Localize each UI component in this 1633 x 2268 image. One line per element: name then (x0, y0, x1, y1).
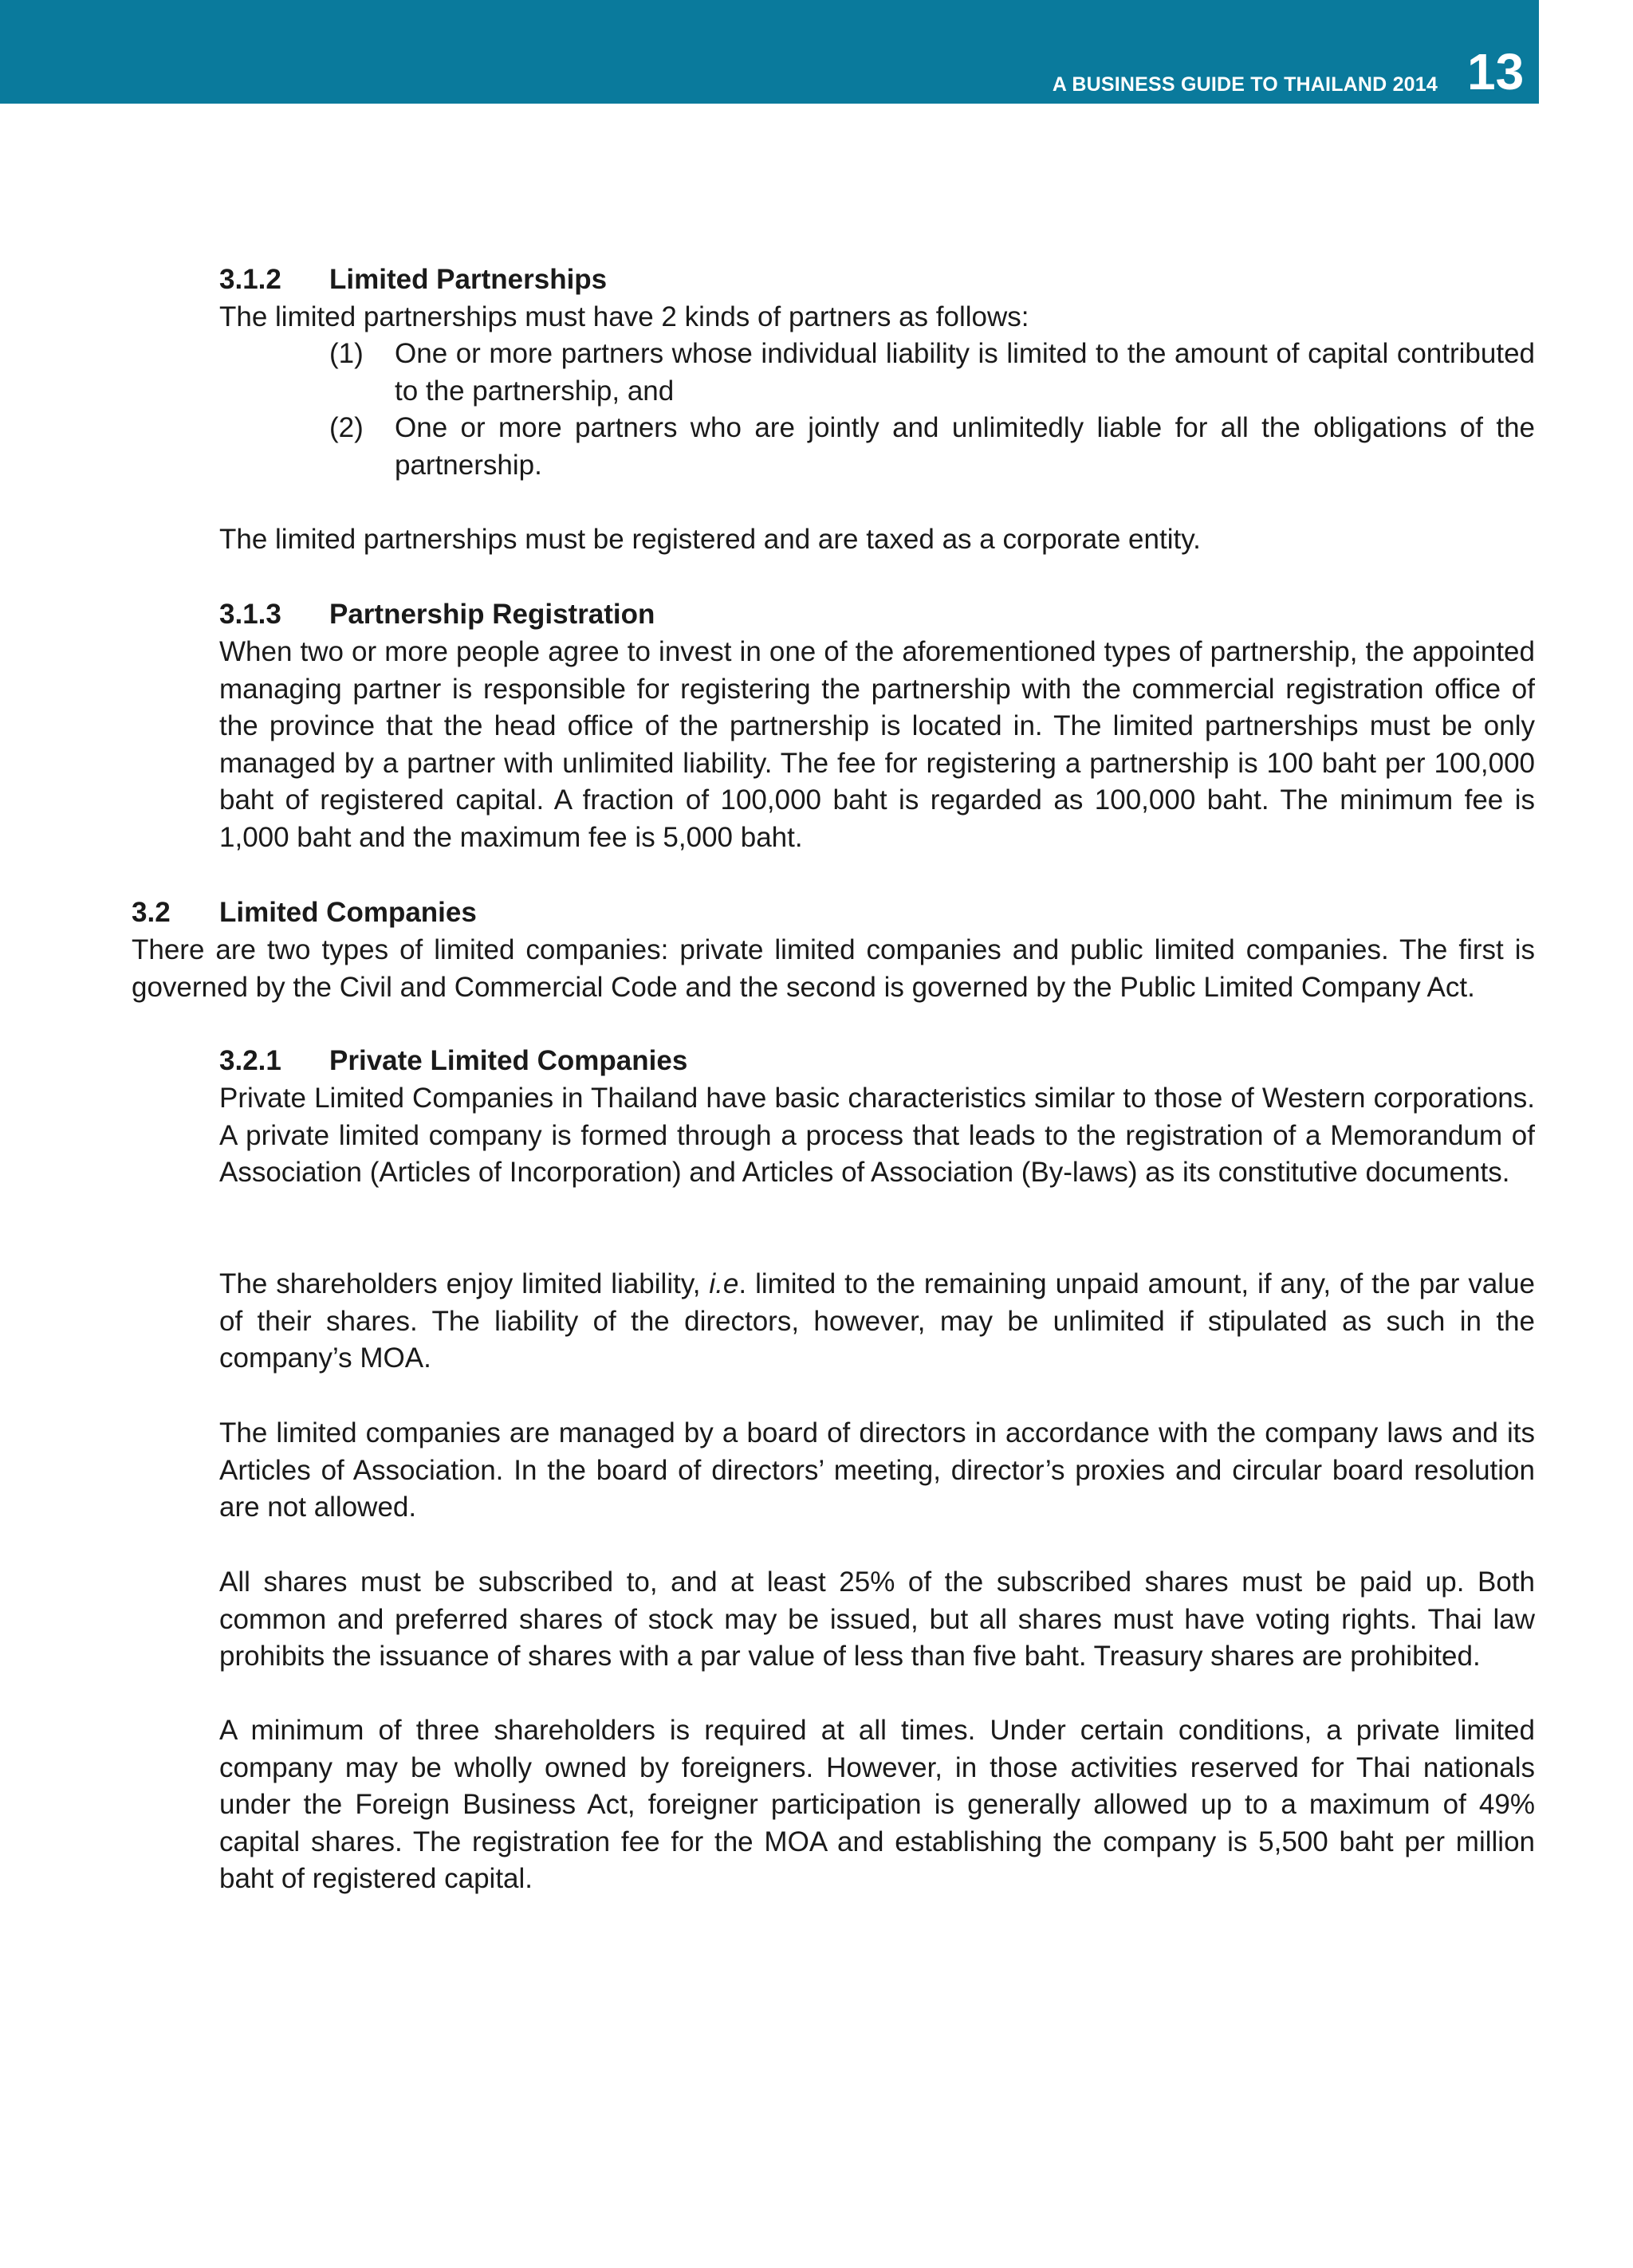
section-title: Partnership Registration (329, 599, 655, 630)
paragraph-intro: The limited partnerships must have 2 kinds of partners as follows: (219, 301, 1029, 332)
header-band (0, 0, 1539, 104)
section-heading-3-1-2 (219, 261, 607, 298)
paragraph-2-italic: i.e (709, 1268, 739, 1299)
section-title: Private Limited Companies (329, 1045, 688, 1076)
paragraph-3: The limited companies are managed by a board of directors in accordance with the company laws and its Articles of Association. In the board of directors’ meeting, director’s proxies and circular board resolution are not allowed. (219, 1417, 1535, 1523)
paragraph-body: When two or more people agree to invest in one of the aforementioned types of partnership, the appointed managing partner is responsible for registering the partnership with the commercial registration office of the province that the head office of the partnership is located in. The limited partnerships must be only managed by a partner with unlimited liability. The fee for registering a partnership is 100 baht per 100,000 baht of registered capital. A fraction of 100,000 baht is regarded as 100,000 baht. The minimum fee is 1,000 baht and the maximum fee is 5,000 baht. (219, 636, 1535, 853)
list-item (329, 336, 1535, 410)
section-heading-3-2-1 (219, 1043, 687, 1079)
page-number: 13 (1467, 43, 1525, 100)
list-text: One or more partners whose individual liability is limited to the amount of capital contributed to the partnership, and (395, 338, 1535, 407)
list-marker: (1) (329, 338, 364, 369)
paragraph-1: Private Limited Companies in Thailand have basic characteristics similar to those of Western corporations. A private limited company is formed through a process that leads to the registration of a Memorandum of Association (Articles of Incorporation) and Articles of Association (By-laws) as its constitutive documents. (219, 1083, 1535, 1188)
section-heading-3-1-3 (219, 596, 655, 633)
section-title: Limited Partnerships (329, 264, 608, 295)
section-heading-3-2 (132, 894, 477, 931)
section-number: 3.2 (132, 897, 171, 928)
section-number: 3.1.3 (219, 599, 281, 630)
section-title: Limited Companies (219, 897, 477, 928)
list-text: One or more partners who are jointly and unlimitedly liable for all the obligations of the partnership. (395, 412, 1535, 481)
paragraph-body: There are two types of limited companies: private limited companies and public limited companies. The first is governed by the Civil and Commercial Code and the second is governed by the Public Limited Company Act. (132, 934, 1535, 1003)
list-item (329, 410, 1535, 484)
paragraph-2 (219, 1266, 1535, 1378)
section-number: 3.2.1 (219, 1045, 281, 1076)
paragraph-closing: The limited partnerships must be registered and are taxed as a corporate entity. (219, 524, 1201, 555)
section-number: 3.1.2 (219, 264, 281, 295)
paragraph-2-start: The shareholders enjoy limited liability, (219, 1268, 710, 1299)
paragraph-5: A minimum of three shareholders is required at all times. Under certain conditions, a private limited company may be wholly owned by foreigners. However, in those activities reserved for Thai nationals under the Foreign Business Act, foreigner participation is generally allowed up to a maximum of 49% capital shares. The registration fee for the MOA and establishing the company is 5,500 baht per million baht of registered capital. (219, 1715, 1535, 1894)
list-marker: (2) (329, 412, 364, 443)
header-title: A BUSINESS GUIDE TO THAILAND 2014 (1052, 73, 1438, 96)
paragraph-4: All shares must be subscribed to, and at least 25% of the subscribed shares must be paid up. Both common and preferred shares of stock may be issued, but all shares must have voting rights. Thai law prohibits the issuance of shares with a par value of less than five baht. Treasury shares are prohibited. (219, 1566, 1535, 1672)
paragraph-2-end: . limited to the remaining unpaid amount, if any, of the par value of their shares. The liability of the directors, however, may be unlimited if stipulated as such in the company’s MOA. (219, 1268, 1536, 1374)
